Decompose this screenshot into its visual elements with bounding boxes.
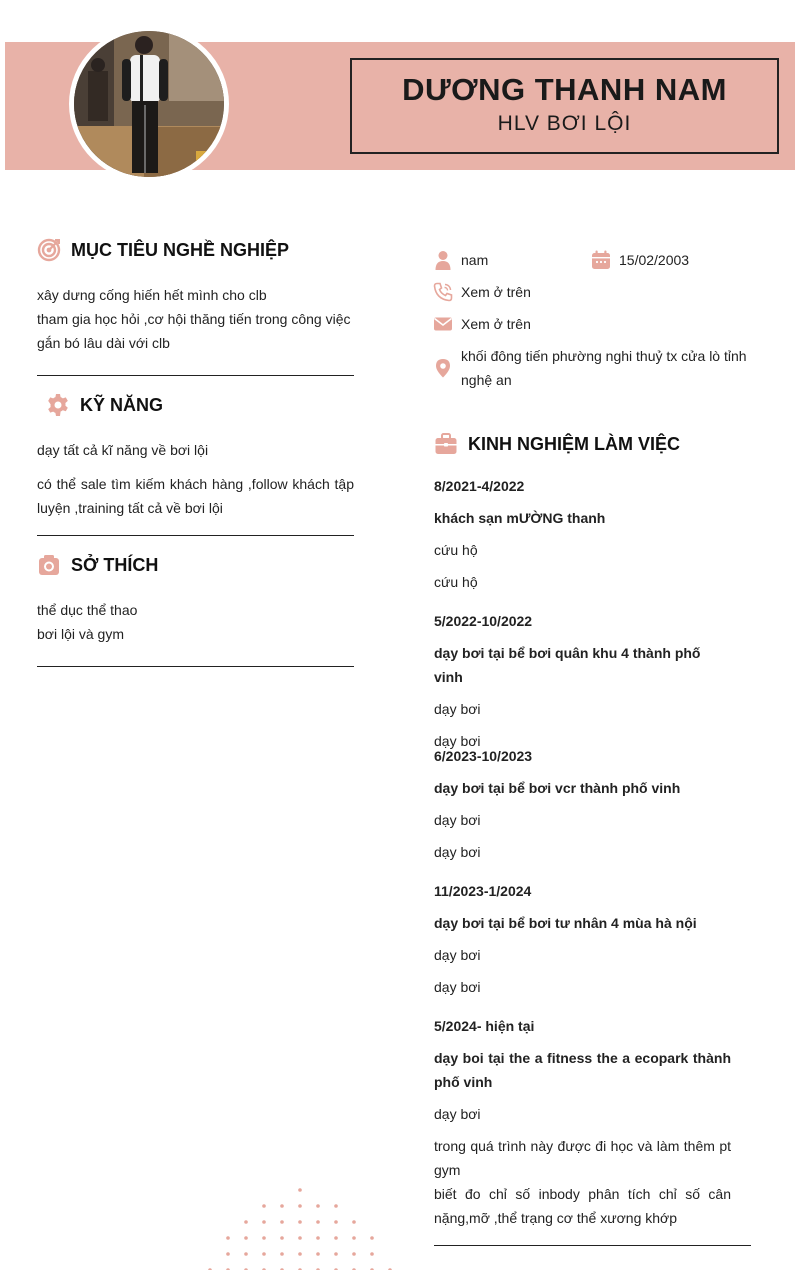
experience-date: 5/2024- hiện tại <box>434 1018 535 1034</box>
gear-icon <box>46 393 70 417</box>
hobby-line: bơi lội và gym <box>37 626 124 642</box>
experience-section-title <box>434 432 680 456</box>
experience-line: dạy bơi <box>434 979 481 995</box>
experience-date: 11/2023-1/2024 <box>434 883 532 899</box>
experience-line: biết đo chỉ số inbody phân tích chỉ số cân nặng,mỡ ,thể trạng cơ thể xương khớp <box>434 1186 731 1226</box>
camera-icon <box>37 553 61 577</box>
avatar <box>69 26 229 182</box>
experience-line: dạy bơi <box>434 1106 481 1122</box>
objective-line: tham gia học hỏi ,cơ hội thăng tiến trong công việc <box>37 311 351 327</box>
divider <box>434 1245 751 1246</box>
birthday-row <box>591 248 689 272</box>
decorative-dots <box>205 1185 395 1270</box>
envelope-icon <box>433 314 453 334</box>
hobbies-title: SỞ THÍCH <box>71 554 159 575</box>
experience-line: dạy bơi <box>434 947 481 963</box>
gender-value: nam <box>461 252 489 268</box>
experience-item <box>434 474 731 594</box>
experience-date: 6/2023-10/2023 <box>434 748 533 764</box>
divider <box>37 535 354 536</box>
address-row <box>433 344 751 392</box>
experience-line: dạy bơi <box>434 844 481 860</box>
briefcase-icon <box>434 432 458 456</box>
experience-line: dạy bơi <box>434 733 481 749</box>
experience-org: dạy bơi tại bể bơi quân khu 4 thành phố vinh <box>434 645 701 685</box>
hobbies-section-title <box>37 553 158 577</box>
person-icon <box>433 250 453 270</box>
location-pin-icon <box>433 358 453 378</box>
profile-name: DƯƠNG THANH NAM <box>402 72 727 107</box>
experience-org: dạy bơi tại bể bơi tư nhân 4 mùa hà nội <box>434 915 697 931</box>
experience-item <box>434 879 731 999</box>
objective-section-title <box>37 238 289 262</box>
email-row <box>433 312 531 336</box>
experience-org: dạy bơi tại bể bơi vcr thành phố vinh <box>434 780 681 796</box>
skill-item: dạy tất cả kĩ năng về bơi lội <box>37 442 209 458</box>
phone-icon <box>433 282 453 302</box>
email-value: Xem ở trên <box>461 316 531 332</box>
phone-row <box>433 280 531 304</box>
objective-line: xây dưng cống hiến hết mình cho clb <box>37 287 267 303</box>
objective-line: gắn bó lâu dài với clb <box>37 335 170 351</box>
gender-row <box>433 248 488 272</box>
experience-item <box>434 609 731 753</box>
experience-item <box>434 1014 731 1230</box>
experience-line: cứu hộ <box>434 542 478 558</box>
experience-org: khách sạn mƯỜNG thanh <box>434 510 606 526</box>
skills-title: KỸ NĂNG <box>80 394 164 415</box>
experience-title: KINH NGHIỆM LÀM VIỆC <box>468 433 681 454</box>
target-icon <box>37 238 61 262</box>
objective-title: MỤC TIÊU NGHỀ NGHIỆP <box>71 239 290 260</box>
address-value: khối đông tiến phường nghi thuỷ tx cửa lò tỉnh nghệ an <box>461 348 747 388</box>
experience-line: dạy bơi <box>434 701 481 717</box>
divider <box>37 666 354 667</box>
experience-date: 8/2021-4/2022 <box>434 478 525 494</box>
experience-org: dạy boi tại the a fitness the a ecopark thành phố vinh <box>434 1050 731 1090</box>
experience-line: dạy bơi <box>434 812 481 828</box>
calendar-icon <box>591 250 611 270</box>
birthday-value: 15/02/2003 <box>619 252 690 268</box>
hobbies-text <box>37 598 354 646</box>
profile-role: HLV BƠI LỘI <box>497 112 632 135</box>
experience-item <box>434 744 731 864</box>
hobby-line: thể dục thể thao <box>37 602 138 618</box>
experience-line: cứu hộ <box>434 574 478 590</box>
skills-section-title <box>46 393 163 417</box>
objective-text <box>37 283 354 355</box>
name-box <box>350 58 779 154</box>
experience-date: 5/2022-10/2022 <box>434 613 533 629</box>
divider <box>37 375 354 376</box>
phone-value: Xem ở trên <box>461 284 531 300</box>
experience-line: trong quá trình này được đi học và làm thêm pt gym <box>434 1138 731 1178</box>
skill-item: có thể sale tìm kiếm khách hàng ,follow khách tập luyện ,training tất cả về bơi lội <box>37 476 354 516</box>
